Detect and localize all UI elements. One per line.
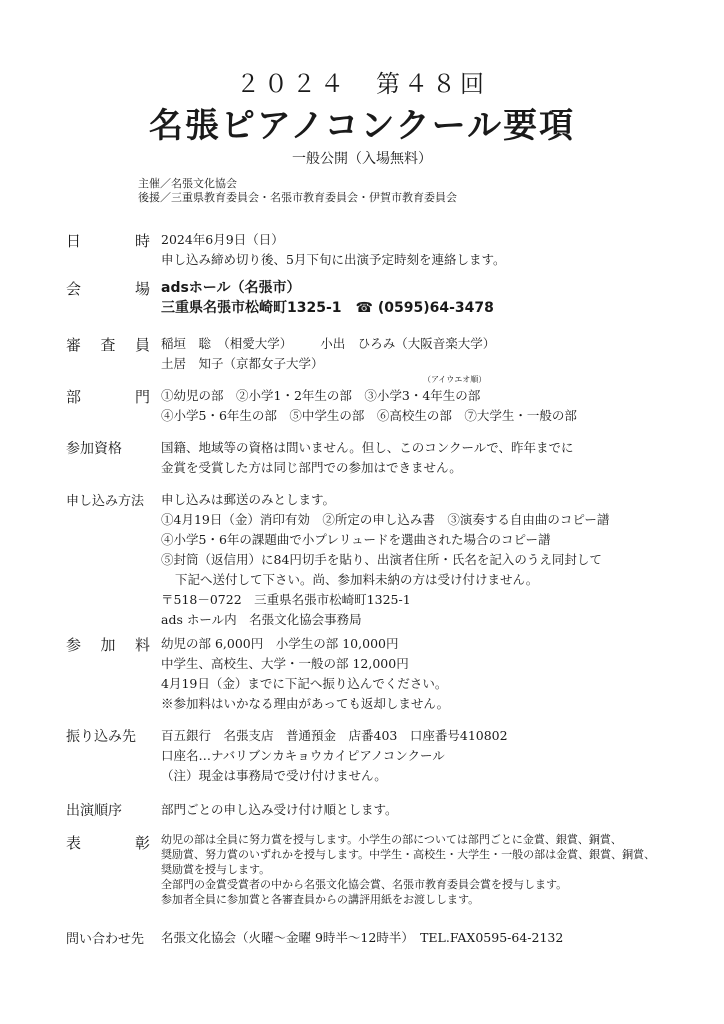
divisions-line-1: ①幼児の部 ②小学1・2年生の部 ③小学3・4年生の部 xyxy=(161,388,481,403)
cash-note: （注）現金は事務局で受け付けません。 xyxy=(161,768,387,783)
judge-3: 土居 知子（京都女子大学） xyxy=(161,356,324,371)
eligibility-content xyxy=(161,438,711,478)
application-line: ④小学5・6年の課題曲で小プレリュードを選曲された場合のコピー譜 xyxy=(161,532,551,547)
judges-line-1 xyxy=(161,334,711,354)
awards-line: 全部門の金賞受賞者の中から名張文化協会賞、名張市教育委員会賞を授与します。 xyxy=(161,878,568,891)
venue-name: adsホール（名張市） xyxy=(161,280,301,296)
fee-line: 幼児の部 6,000円 小学生の部 10,000円 xyxy=(161,636,399,651)
schedule-note: 申し込み締め切り後、5月下旬に出演予定時刻を連絡します。 xyxy=(161,252,506,267)
fee-deadline: 4月19日（金）までに下記へ振り込んでください。 xyxy=(161,676,448,691)
section-label-judges: 審 査 員 xyxy=(66,336,150,354)
mailing-recipient: ads ホール内 名張文化協会事務局 xyxy=(161,612,362,627)
account-name: 口座名…ナバリブンカキョウカイピアノコンクール xyxy=(161,748,445,763)
application-line: 申し込みは郵送のみとします。 xyxy=(161,492,336,507)
mailing-address: 〒518－0722 三重県名張市松崎町1325-1 xyxy=(161,592,411,607)
divisions-line-2: ④小学5・6年生の部 ⑤中学生の部 ⑥高校生の部 ⑦大学生・一般の部 xyxy=(161,408,577,423)
fee-refund-note: ※参加料はいかなる理由があっても返却しません。 xyxy=(161,696,450,711)
section-label-transfer: 振り込み先 xyxy=(66,729,136,745)
awards-line: 奨励賞、努力賞のいずれかを授与します。中学生・高校生・大学生・一般の部は金賞、銀賞、銅賞、 xyxy=(161,848,656,861)
event-date: 2024年6月9日（日） xyxy=(161,232,284,247)
section-label-awards: 表 彰 xyxy=(66,834,150,852)
contact-line: 名張文化協会（火曜～金曜 9時半～12時半） TEL.FAX0595-64-2132 xyxy=(161,930,564,945)
fees-content xyxy=(161,634,711,714)
year-edition-line: ２０２４ 第４８回 xyxy=(236,70,488,98)
bank-account: 百五銀行 名張支店 普通預金 店番403 口座番号410802 xyxy=(161,728,508,743)
eligibility-line: 金賞を受賞した方は同じ部門での参加はできません。 xyxy=(161,460,462,475)
application-content xyxy=(161,490,711,630)
section-label-date: 日 時 xyxy=(66,232,150,250)
awards-line: 参加者全員に参加賞と各審査員からの講評用紙をお渡しします。 xyxy=(161,893,480,906)
section-label-application: 申し込み方法 xyxy=(66,494,145,509)
judges-order-note: （アイウエオ順） xyxy=(423,375,487,384)
application-line: 下記へ送付して下さい。尚、参加料未納の方は受け付けません。 xyxy=(175,572,539,587)
judges-line-2 xyxy=(161,354,711,374)
telephone-icon: ☎ xyxy=(355,300,373,316)
section-label-fees: 参 加 料 xyxy=(66,636,150,654)
contact-content xyxy=(161,928,711,948)
section-label-eligibility: 参加資格 xyxy=(66,441,122,457)
judge-2: 小出 ひろみ（大阪音楽大学） xyxy=(320,336,496,351)
section-label-divisions: 部 門 xyxy=(66,388,150,406)
admission-note: 一般公開（入場無料） xyxy=(292,151,432,167)
awards-line: 幼児の部は全員に努力賞を授与します。小学生の部については部門ごとに金賞、銀賞、銅賞、 xyxy=(161,833,622,846)
date-content xyxy=(161,230,711,270)
awards-content xyxy=(161,832,711,907)
judges-content xyxy=(161,334,711,386)
order-line: 部門ごとの申し込み受け付け順とします。 xyxy=(161,802,398,817)
section-label-order: 出演順序 xyxy=(66,803,122,819)
venue-address: 三重県名張市松崎町1325-1 xyxy=(161,300,342,316)
eligibility-line: 国籍、地域等の資格は問いません。但し、このコンクールで、昨年までに xyxy=(161,440,574,455)
divisions-content xyxy=(161,386,711,426)
section-label-contact: 問い合わせ先 xyxy=(66,932,145,947)
awards-line: 奨励賞を授与します。 xyxy=(161,863,271,876)
fee-line: 中学生、高校生、大学・一般の部 12,000円 xyxy=(161,656,409,671)
supporters-line: 後援／三重県教育委員会・名張市教育委員会・伊賀市教育委員会 xyxy=(138,191,457,204)
order-content xyxy=(161,800,711,820)
application-line: ⑤封筒（返信用）に84円切手を貼り、出演者住所・氏名を記入のうえ同封して xyxy=(161,552,602,567)
transfer-content xyxy=(161,726,711,786)
venue-address-line xyxy=(161,298,711,318)
section-label-venue: 会 場 xyxy=(66,280,150,298)
venue-phone: (0595)64-3478 xyxy=(377,300,494,316)
organizer-line: 主催／名張文化協会 xyxy=(138,177,237,190)
judge-1-name: 稲垣 聡 xyxy=(161,336,212,351)
application-line: ①4月19日（金）消印有効 ②所定の申し込み書 ③演奏する自由曲のコピー譜 xyxy=(161,512,610,527)
venue-content xyxy=(161,278,711,318)
page-title: 名張ピアノコンクール要項 xyxy=(148,106,576,146)
judge-1-affiliation: （相愛大学） xyxy=(223,336,293,351)
